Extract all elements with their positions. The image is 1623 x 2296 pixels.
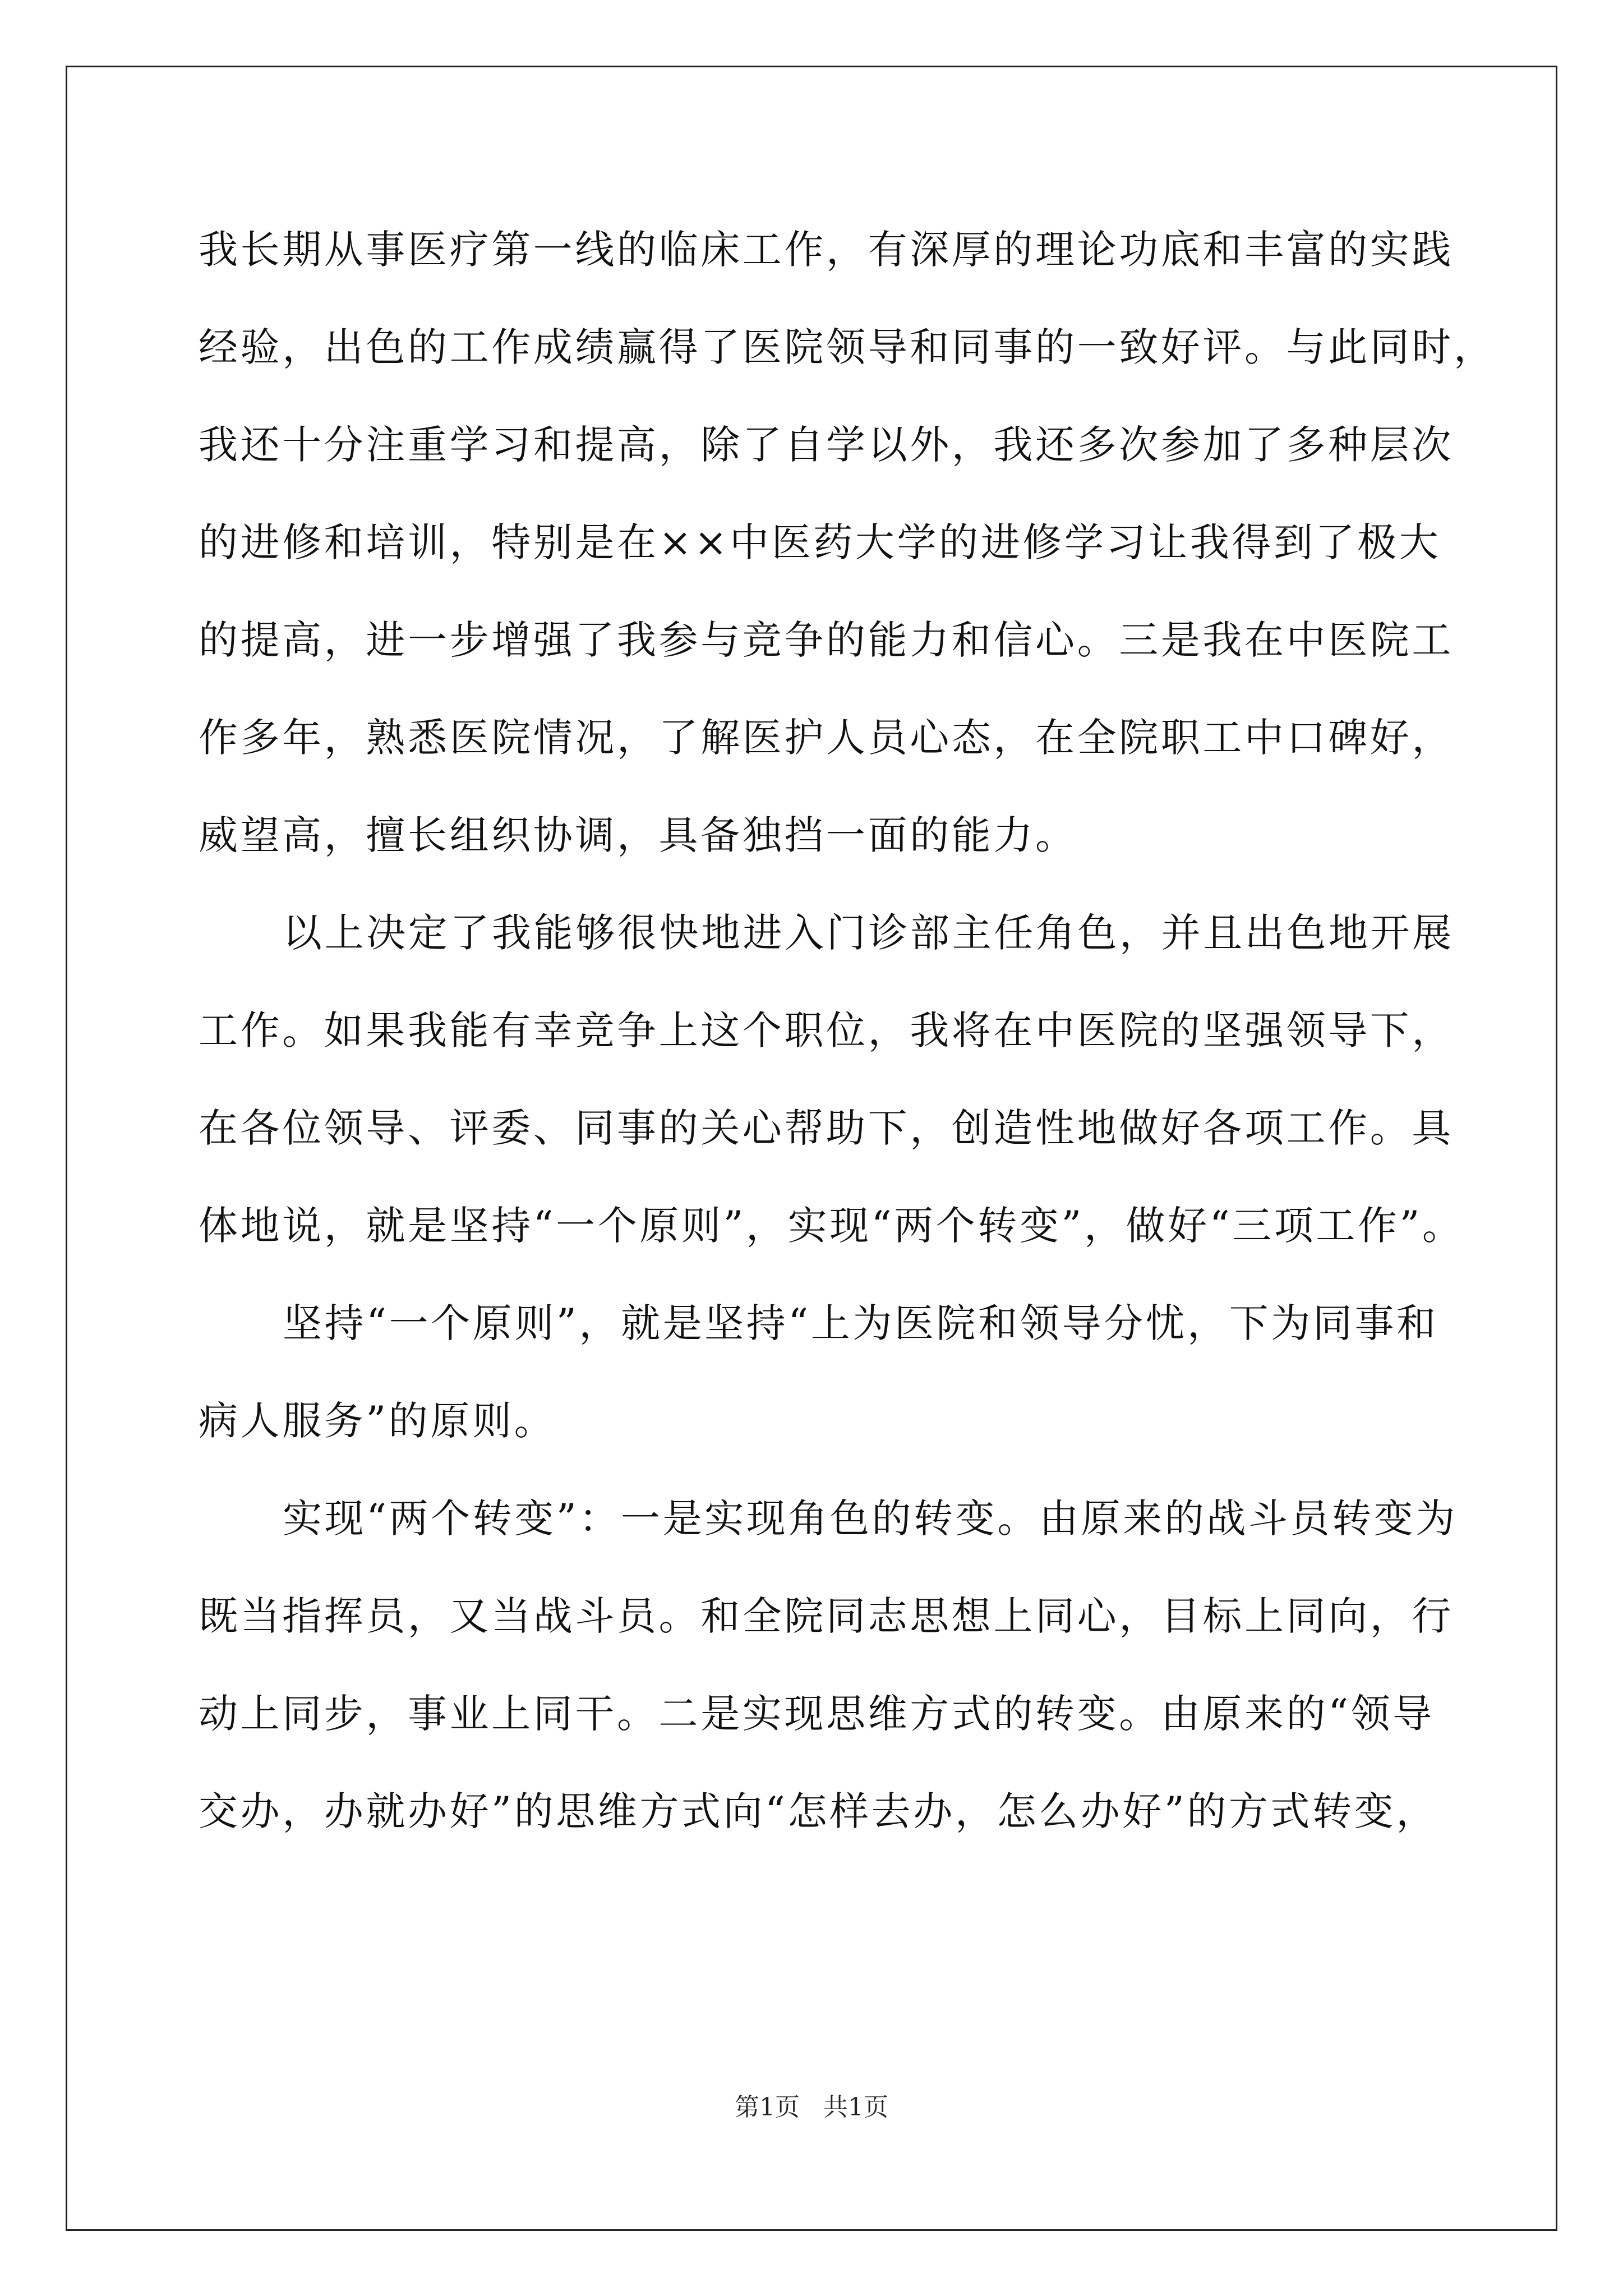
text-line-1: 我长期从事医疗第一线的临床工作，有深厚的理论功底和丰富的实践 bbox=[199, 227, 1454, 273]
text-line-16: 动上同步，事业上同干。二是实现思维方式的转变。由原来的“领导 bbox=[199, 1691, 1435, 1737]
text-line-4: 的进修和培训，特别是在××中医药大学的进修学习让我得到了极大 bbox=[199, 519, 1441, 565]
page-footer: 第1页 共1页 bbox=[735, 2093, 888, 2122]
text-line-14: 实现“两个转变”：一是实现角色的转变。由原来的战斗员转变为 bbox=[283, 1496, 1458, 1542]
text-line-15: 既当指挥员，又当战斗员。和全院同志思想上同心，目标上同向，行 bbox=[199, 1593, 1454, 1639]
text-line-10: 在各位领导、评委、同事的关心帮助下，创造性地做好各项工作。具 bbox=[199, 1105, 1454, 1151]
text-line-9: 工作。如果我能有幸竞争上这个职位，我将在中医院的坚强领导下， bbox=[199, 1007, 1454, 1053]
text-line-8: 以上决定了我能够很快地进入门诊部主任角色，并且出色地开展 bbox=[283, 910, 1454, 956]
text-line-7: 威望高，擅长组织协调，具备独挡一面的能力。 bbox=[199, 812, 1077, 858]
text-line-12: 坚持“一个原则”，就是坚持“上为医院和领导分忧，下为同事和 bbox=[283, 1300, 1438, 1346]
text-line-5: 的提高，进一步增强了我参与竞争的能力和信心。三是我在中医院工 bbox=[199, 617, 1454, 663]
document-body bbox=[199, 219, 1522, 1878]
text-line-13: 病人服务”的原则。 bbox=[199, 1398, 556, 1444]
text-line-2: 经验，出色的工作成绩赢得了医院领导和同事的一致好评。与此同时， bbox=[199, 324, 1496, 370]
text-line-17: 交办，办就办好”的思维方式向“怎样去办，怎么办好”的方式转变， bbox=[199, 1788, 1438, 1834]
text-line-3: 我还十分注重学习和提高，除了自学以外，我还多次参加了多种层次 bbox=[199, 422, 1454, 468]
text-line-6: 作多年，熟悉医院情况，了解医护人员心态，在全院职工中口碑好， bbox=[199, 715, 1454, 761]
text-line-11: 体地说，就是坚持“一个原则”，实现“两个转变”，做好“三项工作”。 bbox=[199, 1203, 1464, 1249]
